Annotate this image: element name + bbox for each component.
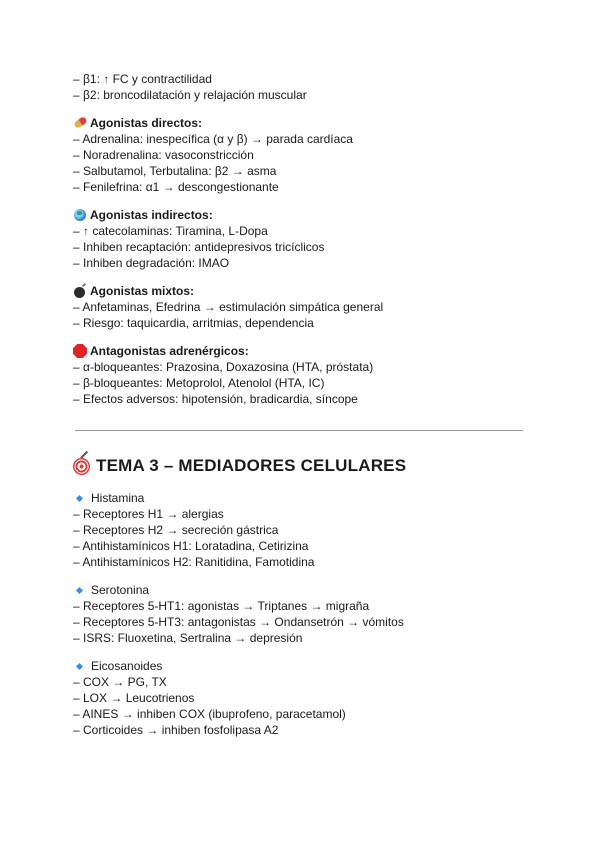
section-heading xyxy=(73,115,525,131)
list-item: – AINES → inhiben COX (ibuprofeno, paracetamol) xyxy=(73,707,346,721)
subsection-title: Serotonina xyxy=(91,583,150,597)
list-item: – Inhiben recaptación: antidepresivos tricíclicos xyxy=(73,240,325,254)
subsection-heading xyxy=(73,490,525,506)
stop-sign-icon xyxy=(73,344,87,358)
blue-diamond-icon xyxy=(76,494,83,501)
subsection-heading xyxy=(73,582,525,598)
list-item: – Receptores H1 → alergias xyxy=(73,507,224,521)
list-item: – Antihistamínicos H1: Loratadina, Cetirizina xyxy=(73,539,309,553)
list-item: – Salbutamol, Terbutalina: β2 → asma xyxy=(73,164,277,178)
text-line: – β2: broncodilatación y relajación muscular xyxy=(73,88,307,102)
list-item: – Antihistamínicos H2: Ranitidina, Famotidina xyxy=(73,555,315,569)
list-item: – Adrenalina: inespecífica (α y β) → parada cardíaca xyxy=(73,132,353,146)
subsection-heading xyxy=(73,658,525,674)
section-title: Agonistas indirectos: xyxy=(90,208,213,222)
list-item: – Anfetaminas, Efedrina → estimulación simpática general xyxy=(73,300,384,314)
pill-icon xyxy=(73,116,87,130)
list-item: – Riesgo: taquicardia, arritmias, dependencia xyxy=(73,316,314,330)
list-item: – LOX → Leucotrienos xyxy=(73,691,195,705)
list-item: – ↑ catecolaminas: Tiramina, L-Dopa xyxy=(73,224,268,238)
list-item: – COX → PG, TX xyxy=(73,675,167,689)
section-heading xyxy=(73,207,525,223)
text-line: – β1: ↑ FC y contractilidad xyxy=(73,72,212,86)
list-item: – Receptores H2 → secreción gástrica xyxy=(73,523,279,537)
target-icon xyxy=(73,458,90,475)
bomb-icon xyxy=(73,284,87,298)
section-heading xyxy=(73,283,525,299)
list-item: – β-bloqueantes: Metoprolol, Atenolol (HTA, IC) xyxy=(73,376,325,390)
blue-diamond-icon xyxy=(76,586,83,593)
globe-icon xyxy=(73,208,87,222)
subsection-title: Histamina xyxy=(91,491,145,505)
section-title: Antagonistas adrenérgicos: xyxy=(90,344,249,358)
section-title: Agonistas directos: xyxy=(90,116,203,130)
subsection-title: Eicosanoides xyxy=(91,659,163,673)
document-page xyxy=(73,71,525,738)
blue-diamond-icon xyxy=(76,662,83,669)
list-item: – Fenilefrina: α1 → descongestionante xyxy=(73,180,279,194)
list-item: – ISRS: Fluoxetina, Sertralina → depresión xyxy=(73,631,303,645)
section-heading xyxy=(73,343,525,359)
list-item: – Receptores 5-HT1: agonistas → Triptanes → migraña xyxy=(73,599,370,613)
list-item: – Efectos adversos: hipotensión, bradicardia, síncope xyxy=(73,392,358,406)
tema-title: TEMA 3 – MEDIADORES CELULARES xyxy=(96,456,407,475)
tema-heading xyxy=(73,455,525,477)
list-item: – α-bloqueantes: Prazosina, Doxazosina (HTA, próstata) xyxy=(73,360,374,374)
list-item: – Corticoides → inhiben fosfolipasa A2 xyxy=(73,723,279,737)
section-title: Agonistas mixtos: xyxy=(90,284,195,298)
list-item: – Noradrenalina: vasoconstricción xyxy=(73,148,254,162)
list-item: – Receptores 5-HT3: antagonistas → Ondansetrón → vómitos xyxy=(73,615,404,629)
list-item: – Inhiben degradación: IMAO xyxy=(73,256,230,270)
